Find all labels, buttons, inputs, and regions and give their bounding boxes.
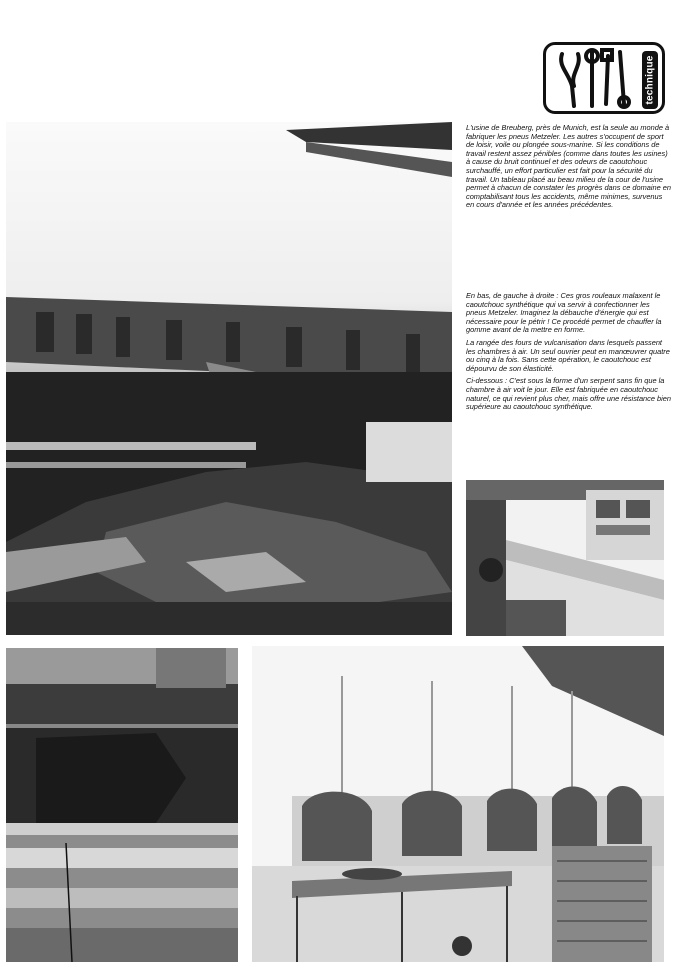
ovens-row-photo xyxy=(252,646,664,962)
tools-icon xyxy=(548,46,648,112)
vulcanisation-photo xyxy=(466,480,664,636)
caption-usine xyxy=(466,124,671,214)
caption-ci-dessous-text: Ci-dessous : C'est sous la forme d'un serpent sans fin que la chambre à air voit le jour. Elle est fabriquée en caoutchouc naturel, ce qui revient plus cher, mais offre une résistance bien supérieure au caoutchouc synthétique. xyxy=(466,376,671,412)
technique-text: technique xyxy=(644,55,656,105)
technique-badge xyxy=(543,42,665,114)
caption-usine-text: L'usine de Breuberg, près de Munich, est la seule au monde à fabriquer les pneus Metzeler. Les autres s'occupent de sport de loisir, voile ou plongée sous-marine. Si les conditions de travail restent assez pénibles (comme dans toutes les usines) à cause du bruit continuel et des odeurs de caoutchouc surchauffé, un effort particulier est fait pour la sécurité du travail. Un tableau placé au beau milieu de la cour de l'usine permet à chacun de constater les progrès dans ce domaine en comptabilisant tous les accidents, même minimes, survenus en cours d'année et les années précédentes. xyxy=(466,123,672,210)
rollers-photo xyxy=(6,648,238,962)
caption-block-lower xyxy=(466,292,671,416)
factory-hall-photo xyxy=(6,122,452,635)
caption-en-bas-text: En bas, de gauche à droite : Ces gros rouleaux malaxent le caoutchouc synthétique qui va servir à confectionner les pneus Metzeler. Imaginez la débauche d'énergie qui est nécessaire pour le pétrir ! Ce procédé permet de chauffer la gomme avant de la mettre en forme. xyxy=(466,291,662,335)
technique-label xyxy=(642,51,658,109)
caption-rangee-text: La rangée des fours de vulcanisation dans lesquels passent les chambres à air. Un seul ouvrier peut en manœuvrer quatre ou cinq à la fois. Sans cette opération, le caoutchouc est dépourvu de son élasticité. xyxy=(466,337,670,373)
